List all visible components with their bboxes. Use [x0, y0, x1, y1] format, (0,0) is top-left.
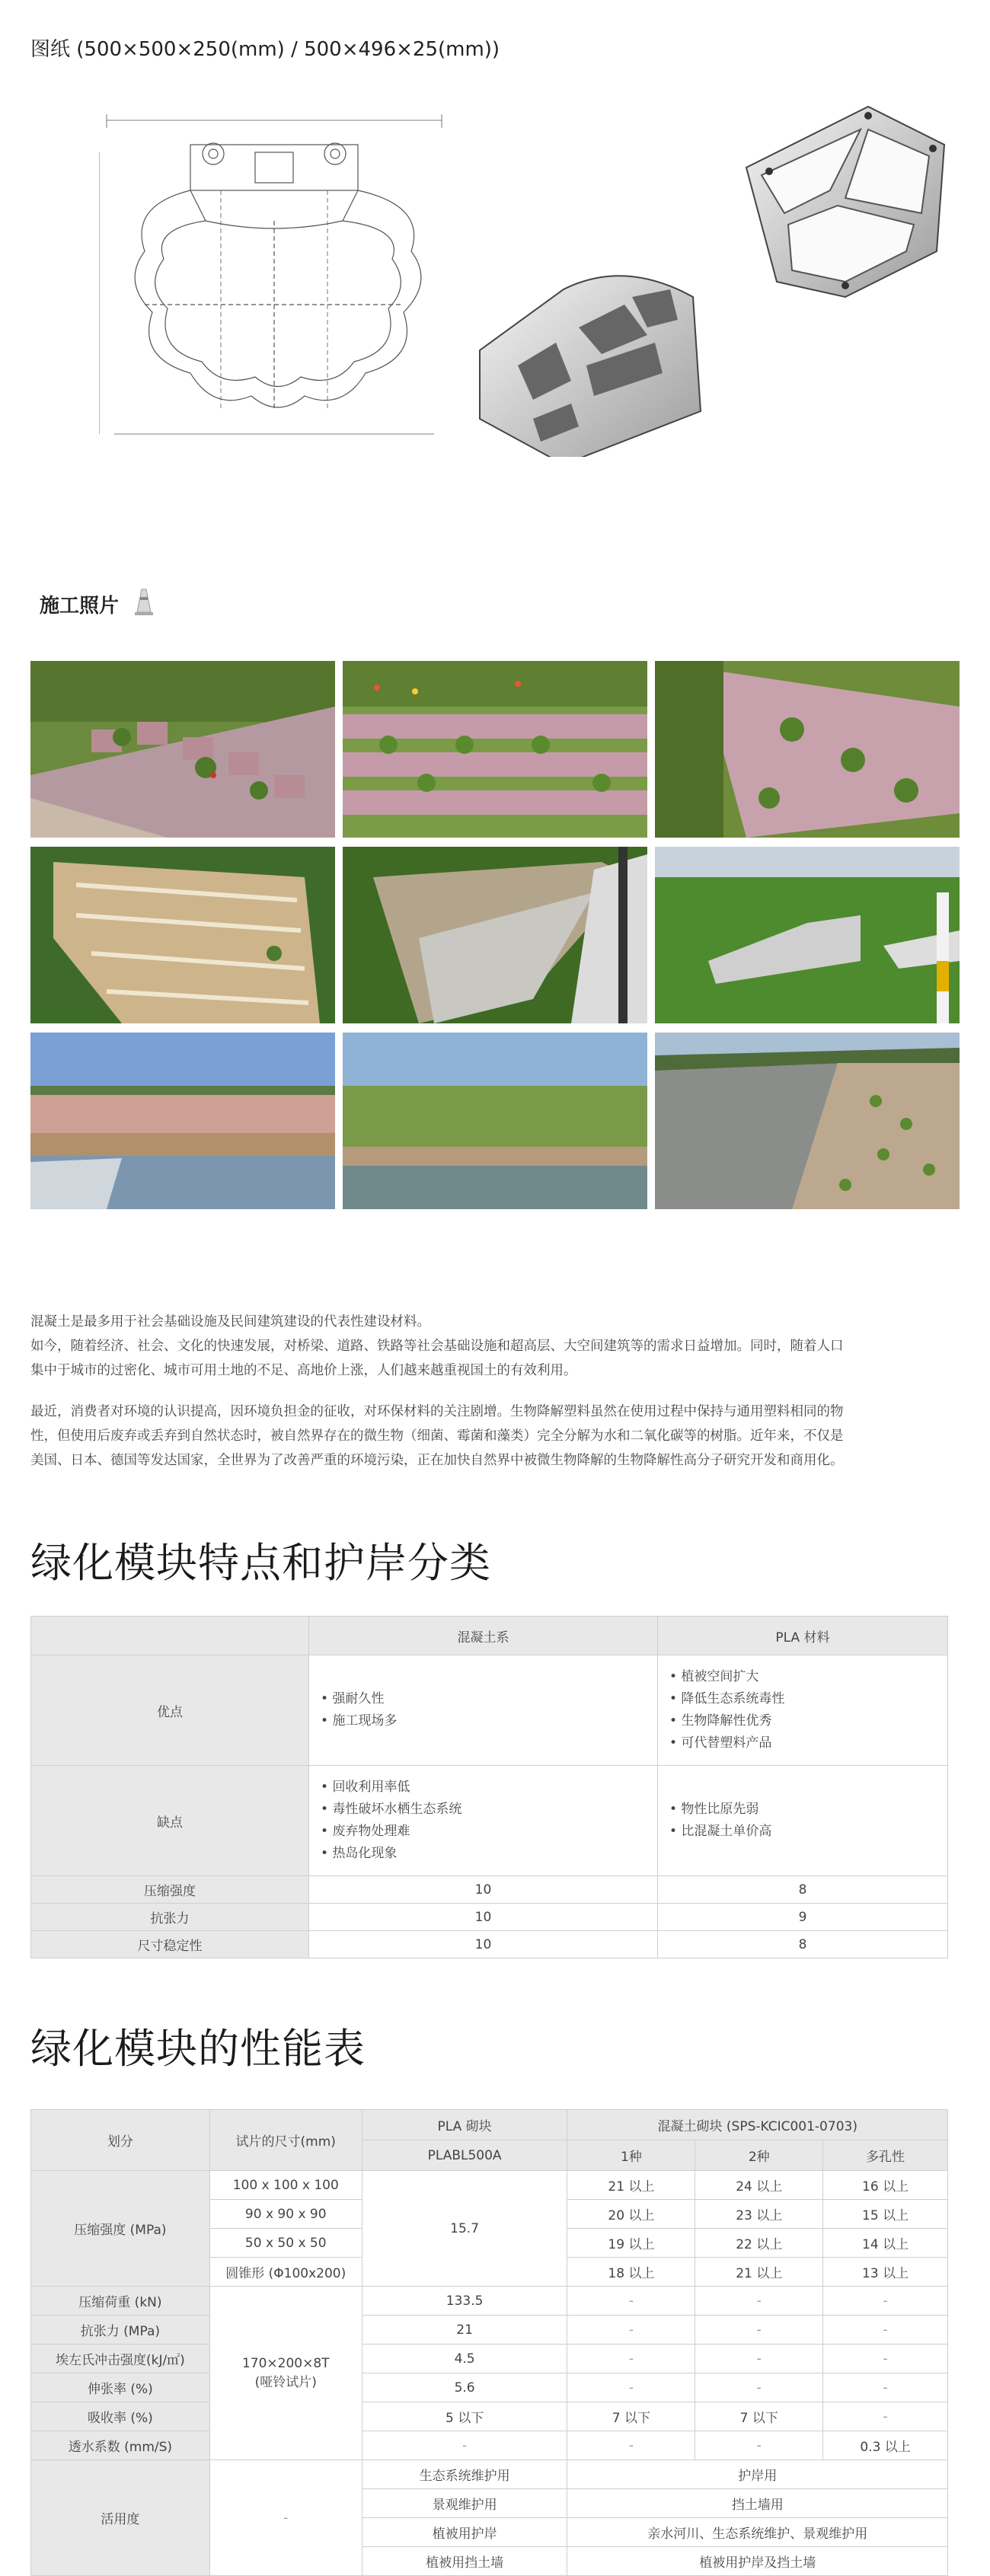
header-concrete: 混凝土砌块 (SPS-KCIC001-0703) — [567, 2110, 948, 2140]
3d-model-render — [465, 76, 975, 457]
table-cell: 21 以上 — [567, 2171, 695, 2200]
list-item: • 可代替塑料产品 — [669, 1732, 947, 1754]
header-size: 试片的尺寸(mm) — [209, 2110, 362, 2171]
performance-heading: 绿化模块的性能表 — [30, 2025, 366, 2073]
table-cell: 16 以上 — [823, 2171, 948, 2200]
text-line: 如今，随着经济、社会、文化的快速发展，对桥梁、道路、铁路等社会基础设施和超高层、大空间建筑等的需求日益增加。同时，随着人口 — [30, 1339, 844, 1354]
row-compression-label: 压缩强度 — [31, 1876, 309, 1904]
list-item: • 降低生态系统毒性 — [669, 1688, 947, 1710]
table-cell: - — [823, 2402, 948, 2431]
intro-paragraph-1 — [30, 1310, 960, 1383]
table-cell: 13 以上 — [823, 2258, 948, 2287]
features-heading: 绿化模块特点和护岸分类 — [30, 1539, 491, 1587]
drawing-title: 图纸 (500×500×250(mm) / 500×496×25(mm)) — [30, 38, 500, 61]
list-item: • 强耐久性 — [321, 1688, 656, 1710]
specimen-size-line: (哑铃试片) — [254, 2375, 317, 2390]
table-cell: 5.6 — [362, 2373, 567, 2402]
compression-pla-value: 15.7 — [362, 2171, 567, 2287]
text-line: 集中于城市的过密化、城市可用土地的不足、高地价上涨，人们越来越重视国土的有效利用。 — [30, 1363, 577, 1378]
table-cell: 植被用挡土墙 — [362, 2547, 567, 2576]
row-compression-label: 压缩强度 (MPa) — [31, 2171, 210, 2287]
table-cell: 4.5 — [362, 2345, 567, 2373]
list-item: • 施工现场多 — [321, 1710, 656, 1732]
table-cell: - — [567, 2345, 695, 2373]
row-disadvantages-label: 缺点 — [31, 1766, 309, 1876]
col-concrete: 混凝土系 — [309, 1617, 658, 1655]
header-pla-model: PLABL500A — [362, 2140, 567, 2171]
table-cell: 20 以上 — [567, 2200, 695, 2229]
compression-concrete: 10 — [309, 1876, 658, 1904]
table-cell: 50 x 50 x 50 — [209, 2229, 362, 2258]
photo-riverbank-grass — [343, 1033, 647, 1209]
text-line: 性，但使用后废弃或丢弃到自然状态时，被自然界存在的微生物（细菌、霉菌和藻类）完全分解为水和二氧化碳等的树脂。近年来，不仅是 — [30, 1428, 844, 1444]
row-label: 吸收率 (%) — [31, 2402, 210, 2431]
table-cell: 植被用护岸及挡土墙 — [567, 2547, 948, 2576]
table-cell: - — [567, 2431, 695, 2460]
col-pla: PLA 材料 — [657, 1617, 947, 1655]
table-cell: 14 以上 — [823, 2229, 948, 2258]
table-cell: 护岸用 — [567, 2460, 948, 2489]
table-cell: 133.5 — [362, 2287, 567, 2316]
photo-gabion-grass — [655, 847, 960, 1023]
table-cell: 23 以上 — [695, 2200, 823, 2229]
table-cell: - — [823, 2373, 948, 2402]
compression-pla: 8 — [657, 1876, 947, 1904]
advantages-concrete — [309, 1655, 658, 1766]
table-cell: 圆锥形 (Φ100x200) — [209, 2258, 362, 2287]
specimen-size — [209, 2287, 362, 2460]
row-dimension-label: 尺寸稳定性 — [31, 1931, 309, 1958]
list-item: • 毒性破坏水栖生态系统 — [321, 1799, 656, 1821]
list-item: • 生物降解性优秀 — [669, 1710, 947, 1732]
header-class: 划分 — [31, 2110, 210, 2171]
disadvantages-concrete — [309, 1766, 658, 1876]
header-porous: 多孔性 — [823, 2140, 948, 2171]
table-cell: 100 x 100 x 100 — [209, 2171, 362, 2200]
table-cell: 22 以上 — [695, 2229, 823, 2258]
row-label: 伸张率 (%) — [31, 2373, 210, 2402]
table-cell: - — [695, 2345, 823, 2373]
table-cell: - — [695, 2373, 823, 2402]
list-item: • 植被空间扩大 — [669, 1666, 947, 1688]
tension-pla: 9 — [657, 1904, 947, 1931]
table-cell: 生态系统维护用 — [362, 2460, 567, 2489]
list-item: • 比混凝土单价高 — [669, 1821, 947, 1843]
photo-river-honeycomb — [655, 1033, 960, 1209]
intro-paragraph-2 — [30, 1400, 960, 1473]
dimension-pla: 8 — [657, 1931, 947, 1958]
list-item: • 物性比原先弱 — [669, 1799, 947, 1821]
row-label: 透水系数 (mm/S) — [31, 2431, 210, 2460]
table-cell: 21 以上 — [695, 2258, 823, 2287]
list-item: • 回收利用率低 — [321, 1776, 656, 1799]
row-usage-label: 活用度 — [31, 2460, 210, 2576]
photo-curved-pink-wall — [655, 661, 960, 838]
text-line: 最近，消费者对环境的认识提高，因环境负担金的征收，对环保材料的关注剧增。生物降解塑料虽然在使用过程中保持与通用塑料相同的物 — [30, 1404, 844, 1419]
list-item: • 热岛化现象 — [321, 1843, 656, 1865]
table-cell: - — [567, 2316, 695, 2345]
header-type2: 2种 — [695, 2140, 823, 2171]
table-cell: 21 — [362, 2316, 567, 2345]
table-cell: 24 以上 — [695, 2171, 823, 2200]
list-item: • 废弃物处理难 — [321, 1821, 656, 1843]
disadvantages-pla — [657, 1766, 947, 1876]
traffic-cone-icon — [134, 586, 154, 617]
text-line: 美国、日本、德国等发达国家，全世界为了改善严重的环境污染，正在加快自然界中被微生物降解的生物降解性高分子研究开发和商用化。 — [30, 1453, 844, 1468]
specimen-size-line: 170×200×8T — [241, 2356, 330, 2371]
table-cell: - — [362, 2431, 567, 2460]
dimension-concrete: 10 — [309, 1931, 658, 1958]
table-cell: 7 以下 — [567, 2402, 695, 2431]
text-line: 混凝土是最多用于社会基础设施及民间建筑建设的代表性建设材料。 — [30, 1314, 430, 1329]
row-label: 埃左氏冲击强度(kJ/㎡) — [31, 2345, 210, 2373]
table-cell: - — [695, 2287, 823, 2316]
header-type1: 1种 — [567, 2140, 695, 2171]
row-label: 抗张力 (MPa) — [31, 2316, 210, 2345]
table-cell: 景观维护用 — [362, 2489, 567, 2518]
header-pla: PLA 砌块 — [362, 2110, 567, 2140]
usage-size: - — [209, 2460, 362, 2576]
table-cell: 植被用护岸 — [362, 2518, 567, 2547]
table-cell: - — [567, 2287, 695, 2316]
table-cell: - — [823, 2345, 948, 2373]
technical-drawing — [99, 107, 457, 442]
table-cell: 15 以上 — [823, 2200, 948, 2229]
photo-riverbank-paved — [30, 1033, 335, 1209]
table-cell: - — [695, 2316, 823, 2345]
row-advantages-label: 优点 — [31, 1655, 309, 1766]
row-tension-label: 抗张力 — [31, 1904, 309, 1931]
photo-front-pink-wall — [343, 661, 647, 838]
table-cell: - — [567, 2373, 695, 2402]
row-label: 压缩荷重 (kN) — [31, 2287, 210, 2316]
table-cell: 90 x 90 x 90 — [209, 2200, 362, 2229]
table-cell: 挡土墙用 — [567, 2489, 948, 2518]
table-cell: 7 以下 — [695, 2402, 823, 2431]
table-cell: 0.3 以上 — [823, 2431, 948, 2460]
tension-concrete: 10 — [309, 1904, 658, 1931]
table-cell: - — [823, 2316, 948, 2345]
features-table — [30, 1616, 948, 1958]
photo-sand-terraces — [30, 847, 335, 1023]
photo-terraced-pink-blocks — [30, 661, 335, 838]
table-cell: 5 以下 — [362, 2402, 567, 2431]
photo-gabion-road — [343, 847, 647, 1023]
table-cell: 亲水河川、生态系统维护、景观维护用 — [567, 2518, 948, 2547]
table-cell: - — [823, 2287, 948, 2316]
construction-photos-title: 施工照片 — [40, 595, 120, 618]
table-corner — [31, 1617, 309, 1655]
photo-gallery — [30, 661, 960, 1221]
table-cell: 19 以上 — [567, 2229, 695, 2258]
performance-table — [30, 2109, 948, 2576]
table-cell: 18 以上 — [567, 2258, 695, 2287]
advantages-pla — [657, 1655, 947, 1766]
table-cell: - — [695, 2431, 823, 2460]
